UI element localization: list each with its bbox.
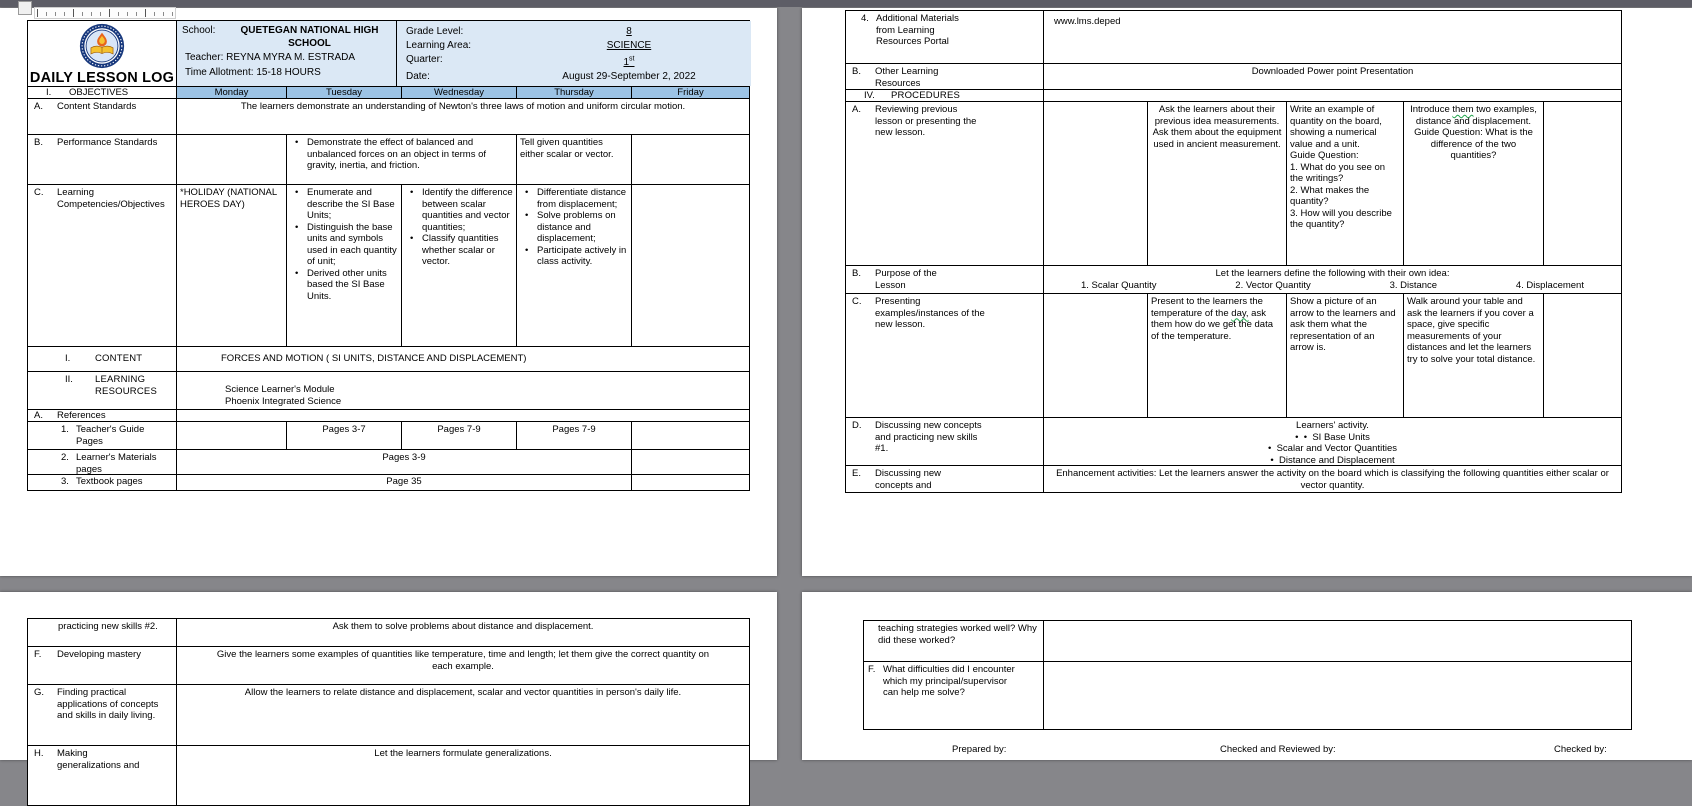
deped-seal-logo [79, 23, 125, 73]
row-label: Presenting examples/instances of the new lesson. [875, 296, 985, 330]
perf-tue-wed-cell: • Demonstrate the effect of balanced and unbalanced forces on an object in terms of gravity, inertia, and friction. [286, 135, 516, 184]
practicing-skills2-row [28, 619, 749, 646]
presenting-tuesday-cell: Present to the learners the temperature of the day, ask them how do we get the data of the temperature. [1147, 294, 1286, 417]
content-topic-text: FORCES AND MOTION ( SI UNITS, DISTANCE AND DISPLACEMENT) [176, 347, 749, 371]
grade-level-value: 8 [626, 26, 632, 37]
grammar-squiggle-word: them [1452, 104, 1474, 115]
row-label: Other Learning Resources [875, 66, 939, 89]
document-page-3[interactable] [0, 592, 777, 771]
time-allotment-value: 15-18 HOURS [256, 67, 321, 78]
textbook-row: 3. Textbook pages Page 35 [28, 474, 749, 490]
row-label: References [57, 410, 106, 421]
checked-by-label: Checked by: [1554, 744, 1607, 755]
practicing-skills2-text: Ask them to solve problems about distance and displacement. [176, 619, 749, 646]
objectives-heading: I. OBJECTIVES [46, 87, 129, 98]
procedures-heading-row: IV. PROCEDURES [846, 89, 1621, 101]
discussing1-row: D. Discussing new concepts and practicing new skills #1. Learners' activity. • • SI Base Units • Scalar and Vector Quantities • Distance and Displacement [846, 417, 1621, 465]
day-header-monday: Monday [176, 87, 286, 98]
daily-lesson-log-title: DAILY LESSON LOG [29, 69, 175, 86]
references-empty-cell [176, 410, 749, 421]
row-label: Learning Competencies/Objectives [57, 187, 165, 210]
row-label: LEARNING RESOURCES [95, 374, 157, 397]
perf-thursday-cell: Tell given quantities either scalar or vector. [516, 135, 631, 184]
tg-thursday-cell: Pages 7-9 [516, 422, 631, 449]
row-label: Finding practical applications of concepts and skills in daily living. [57, 687, 159, 721]
teaching-strategies-answer-cell [1043, 621, 1631, 661]
difficulties-answer-cell [1043, 662, 1631, 729]
document-page-4[interactable] [802, 592, 1692, 760]
teacher-label: Teacher: [185, 52, 224, 63]
day-header-tuesday: Tuesday [286, 87, 401, 98]
competencies-row: C. Learning Competencies/Objectives *HOLIDAY (NATIONAL HEROES DAY) • Enumerate and describe the SI Base Units; • Distinguish the base units and symbols used in each quantity of unit; • Derived other units based the SI Base Units. • Identify the difference between scalar quantities and vector quantities; • Classify quantities whether scalar or vector. • Differentiate distance from displacement; • Solve problems on distance and displacement; • Participate actively in class activity. [28, 184, 749, 346]
developing-mastery-text: Give the learners some examples of quantities like temperature, time and length; let them give the correct quantity on each example. [176, 647, 749, 684]
day-header-wednesday: Wednesday [401, 87, 516, 98]
row-label: Learner's Materials pages [76, 452, 157, 475]
learners-materials-row: 2. Learner's Materials pages Pages 3-9 [28, 449, 749, 474]
dll-table-page3 [27, 618, 750, 806]
developing-mastery-row: F. Developing mastery Give the learners some examples of quantities like temperature, time and length; let them give the correct quantity on each example. [28, 646, 749, 684]
comp-friday-cell [631, 185, 749, 346]
quarter-value: 1st [623, 56, 635, 69]
textbook-pages-cell: Page 35 [176, 475, 631, 490]
learning-resources-row: II. LEARNING RESOURCES Science Learner's Module Phoenix Integrated Science [28, 371, 749, 409]
day-header-thursday: Thursday [516, 87, 631, 98]
lm-pages-cell: Pages 3-9 [176, 450, 631, 474]
date-label: Date: [406, 71, 430, 83]
document-page-1[interactable] [0, 8, 777, 576]
horizontal-ruler[interactable] [34, 7, 176, 19]
references-row: A. References [28, 409, 749, 421]
dll-table-page1 [27, 20, 750, 491]
ruler-tab-selector[interactable] [18, 1, 32, 15]
discussing2-row: E. Discussing new concepts and Enhancement activities: Let the learners answer the activity on the board which is classifying the following quantities either scalar or vector quantity. [846, 465, 1621, 492]
tg-tuesday-cell: Pages 3-7 [286, 422, 401, 449]
content-standards-row: A. Content Standards The learners demonstrate an understanding of Newton's three laws of motion and uniform circular motion. [28, 98, 749, 134]
difficulties-row: F. What difficulties did I encounter which my principal/supervisor can help me solve? [864, 661, 1631, 729]
presenting-thursday-cell: Walk around your table and ask the learners if you cover a space, give specific measurements of your distances and let the learners try to solve your total distance. [1403, 294, 1543, 417]
row-label: practicing new skills #2. [58, 621, 158, 632]
prepared-by-label: Prepared by: [952, 744, 1007, 755]
row-label: teaching strategies worked well? Why did these worked? [878, 623, 1037, 646]
row-label: Developing mastery [57, 649, 141, 660]
procedures-heading: PROCEDURES [891, 90, 961, 101]
row-label: CONTENT [95, 353, 143, 364]
reviewing-thursday-cell: Introduce them two examples, distance and displacement. Guide Question: What is the difference of the two quantities? [1403, 102, 1543, 265]
presenting-friday-cell [1543, 294, 1621, 417]
header-row [28, 21, 749, 86]
making-generalizations-text: Let the learners formulate generalizations. [176, 746, 749, 805]
row-label: Content Standards [57, 101, 137, 112]
presenting-row: C. Presenting examples/instances of the new lesson. Present to the learners the temperature of the day, ask them how do we get the data of the temperature. Show a picture of an arrow to the learners and ask them what the representation of an arrow is. Walk around your table and ask the learners if you cover a space, give specific measurements of your distances and let the learners try to solve your total distance. [846, 293, 1621, 417]
school-value: QUETEGAN NATIONAL HIGH SCHOOL [240, 25, 379, 49]
presenting-monday-cell [1043, 294, 1147, 417]
tg-monday-cell [176, 422, 286, 449]
row-label: What difficulties did I encounter which my principal/supervisor can help me solve? [883, 664, 1015, 698]
learning-area-label: Learning Area: [406, 40, 472, 51]
day-header-row [28, 86, 749, 98]
reviewing-row: A. Reviewing previous lesson or presenting the new lesson. Ask the learners about their previous idea measurements. Ask them about the equipment used in ancient measurement. Write an example of quantity on the board, showing a numerical value and a unit. Guide Question: 1. What do you see on the writings? 2. What makes the quantity? 3. How will you describe the quantity? Introduce them two examples, distance and displacement. Guide Question: What is the difference of the two quantities? [846, 101, 1621, 265]
other-resources-text: Downloaded Power point Presentation [1043, 64, 1621, 89]
logo-cell [28, 21, 176, 86]
date-value: August 29-September 2, 2022 [562, 71, 696, 83]
practical-applications-text: Allow the learners to relate distance and displacement, scalar and vector quantities in person's daily life. [176, 685, 749, 745]
row-label: Performance Standards [57, 137, 158, 148]
teaching-strategies-row [864, 621, 1631, 661]
additional-materials-row: 4. Additional Materials from Learning Resources Portal www.lms.deped [846, 11, 1621, 63]
row-label: Purpose of the Lesson [875, 268, 937, 291]
content-standards-text: The learners demonstrate an understanding of Newton's three laws of motion and uniform circular motion. [176, 99, 749, 134]
teachers-guide-row: 1. Teacher's Guide Pages Pages 3-7 Pages 7-9 Pages 7-9 [28, 421, 749, 449]
discussing1-activity-cell: Learners' activity. • • SI Base Units • Scalar and Vector Quantities • Distance and Displacement [1043, 418, 1621, 465]
dll-table-page2 [845, 10, 1622, 493]
quarter-label: Quarter: [406, 54, 443, 65]
tg-wednesday-cell: Pages 7-9 [401, 422, 516, 449]
reviewing-friday-cell [1543, 102, 1621, 265]
row-label: Teacher's Guide Pages [76, 424, 145, 447]
row-label: Making [57, 748, 88, 759]
learning-area-value: SCIENCE [606, 40, 652, 51]
performance-standards-row: B. Performance Standards • Demonstrate the effect of balanced and unbalanced forces on an object in terms of gravity, inertia, and friction. Tell given quantities either scalar or vector. [28, 134, 749, 184]
practical-applications-row: G. Finding practical applications of concepts and skills in daily living. Allow the learners to relate distance and displacement, scalar and vector quantities in person's daily life. [28, 684, 749, 745]
additional-materials-text: www.lms.deped [1043, 11, 1621, 63]
reviewing-tuesday-cell: Ask the learners about their previous idea measurements. Ask them about the equipment used in ancient measurement. [1147, 102, 1286, 265]
row-label: Discussing new concepts and [875, 468, 941, 491]
grade-info-cell [396, 21, 751, 86]
row-label: Additional Materials from Learning Resources Portal [876, 13, 959, 47]
time-allotment-label: Time Allotment: [185, 67, 254, 78]
document-page-2[interactable] [802, 8, 1692, 576]
purpose-text-cell: Let the learners define the following with their own idea: 1. Scalar Quantity 2. Vector Quantity 3. Distance 4. Displacement [1043, 266, 1621, 293]
content-row: I. CONTENT FORCES AND MOTION ( SI UNITS, DISTANCE AND DISPLACEMENT) [28, 346, 749, 371]
other-resources-row: B. Other Learning Resources Downloaded Power point Presentation [846, 63, 1621, 89]
reviewing-monday-cell [1043, 102, 1147, 265]
discussing2-text-cell: Enhancement activities: Let the learners answer the activity on the board which is classifying the following quantities either scalar or vector quantity. [1043, 466, 1621, 492]
comp-monday-cell: *HOLIDAY (NATIONAL HEROES DAY) [176, 185, 286, 346]
learning-resources-text: Science Learner's Module Phoenix Integrated Science [176, 372, 749, 409]
procedures-empty-cell [1043, 90, 1621, 101]
perf-friday-cell [631, 135, 749, 184]
perf-monday-cell [176, 135, 286, 184]
day-header-friday: Friday [631, 87, 749, 98]
comp-wednesday-cell: • Identify the difference between scalar quantities and vector quantities; • Classify quantities whether scalar or vector. [401, 185, 516, 346]
row-label: Discussing new concepts and practicing new skills #1. [875, 420, 982, 454]
row-label: Reviewing previous lesson or presenting the new lesson. [875, 104, 977, 138]
comp-tuesday-cell: • Enumerate and describe the SI Base Units; • Distinguish the base units and symbols used in each quantity of unit; • Derived other units based the SI Base Units. [286, 185, 401, 346]
grammar-squiggle-word: day, [1231, 307, 1249, 319]
row-label: Textbook pages [76, 476, 143, 487]
making-generalizations-row: H. Making generalizations and Let the learners formulate generalizations. [28, 745, 749, 805]
teacher-value: REYNA MYRA M. ESTRADA [226, 52, 356, 63]
tg-friday-cell [631, 422, 749, 449]
textbook-friday-cell [631, 475, 749, 490]
dll-table-page4 [863, 620, 1632, 730]
purpose-row: B. Purpose of the Lesson Let the learners define the following with their own idea: 1. Scalar Quantity 2. Vector Quantity 3. Distance 4. Displacement [846, 265, 1621, 293]
reviewing-wednesday-cell: Write an example of quantity on the board, showing a numerical value and a unit. Guide Question: 1. What do you see on the writings? 2. What makes the quantity? 3. How will you describe the quantity? [1286, 102, 1403, 265]
presenting-wednesday-cell: Show a picture of an arrow to the learners and ask them what the representation of an arrow is. [1286, 294, 1403, 417]
school-label: School: [182, 25, 216, 36]
checked-and-reviewed-by-label: Checked and Reviewed by: [1220, 744, 1336, 755]
grade-level-label: Grade Level: [406, 26, 464, 37]
school-info-cell [176, 21, 396, 86]
top-chrome-bar [0, 0, 1692, 7]
comp-thursday-cell: • Differentiate distance from displacement; • Solve problems on distance and displacement; • Participate actively in class activity. [516, 185, 631, 346]
lm-friday-cell [631, 450, 749, 474]
